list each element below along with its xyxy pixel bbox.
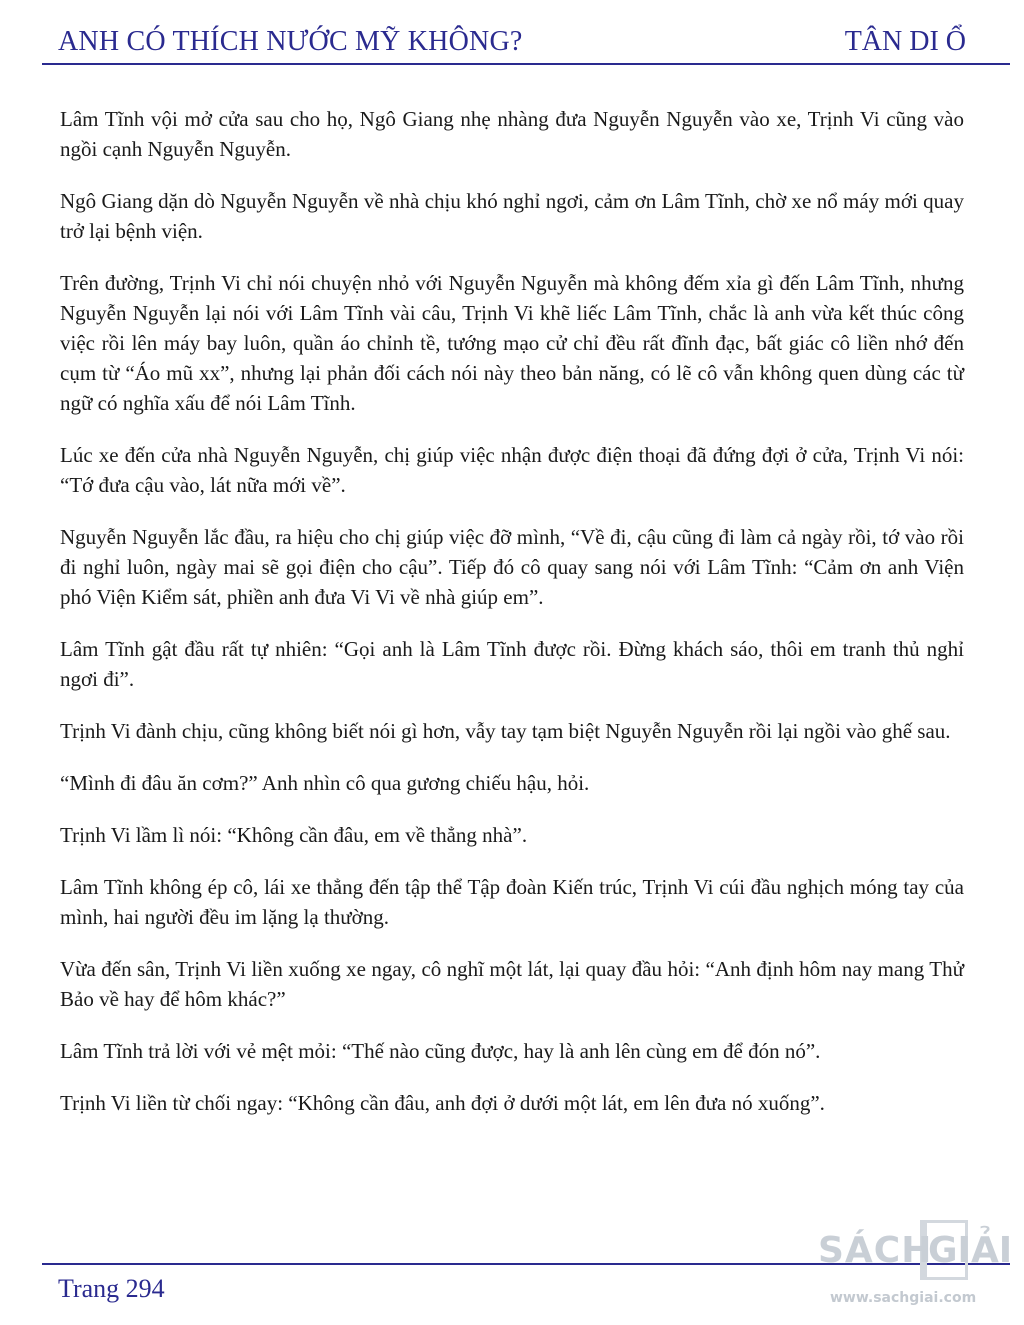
watermark-logo	[808, 1228, 1018, 1318]
page-number: Trang 294	[58, 1274, 165, 1303]
header-divider	[42, 63, 1010, 65]
paragraph: Lâm Tĩnh trả lời với vẻ mệt mỏi: “Thế nào cũng được, hay là anh lên cùng em để đón nó”.	[60, 1039, 821, 1063]
watermark-brand-left: SÁCH	[818, 1230, 933, 1271]
paragraph: Trên đường, Trịnh Vi chỉ nói chuyện nhỏ với Nguyễn Nguyễn mà không đếm xỉa gì đến Lâm Tĩnh, nhưng Nguyễn Nguyễn lại nói với Lâm Tĩnh vài câu, Trịnh Vi khẽ liếc Lâm Tĩnh, chắc là anh vừa kết thúc công việc rồi lên máy bay luôn, quần áo chỉnh tề, tướng mạo cử chỉ đều rất đĩnh đạc, bất giác cô liền nhớ đến cụm từ “Áo mũ xx”, nhưng lại phản đối cách nói này theo bản năng, có lẽ cô vẫn không quen dùng các từ ngữ có nghĩa xấu để nói Lâm Tĩnh.	[60, 271, 964, 415]
paragraph: Lâm Tĩnh vội mở cửa sau cho họ, Ngô Giang nhẹ nhàng đưa Nguyễn Nguyễn vào xe, Trịnh Vi cũng vào ngồi cạnh Nguyễn Nguyễn.	[60, 107, 964, 161]
paragraph: Lâm Tĩnh gật đầu rất tự nhiên: “Gọi anh là Lâm Tĩnh được rồi. Đừng khách sáo, thôi em tranh thủ nghỉ ngơi đi”.	[60, 637, 964, 691]
paragraph: Trịnh Vi đành chịu, cũng không biết nói gì hơn, vẫy tay tạm biệt Nguyễn Nguyễn rồi lại ngồi vào ghế sau.	[60, 719, 951, 743]
paragraph: Lúc xe đến cửa nhà Nguyễn Nguyễn, chị giúp việc nhận được điện thoại đã đứng đợi ở cửa, Trịnh Vi nói: “Tớ đưa cậu vào, lát nữa mới về”.	[60, 443, 964, 497]
book-title: ANH CÓ THÍCH NƯỚC MỸ KHÔNG?	[58, 26, 523, 57]
paragraph: Lâm Tĩnh không ép cô, lái xe thẳng đến tập thể Tập đoàn Kiến trúc, Trịnh Vi cúi đầu nghịch móng tay của mình, hai người đều im lặng lạ thường.	[60, 875, 964, 929]
author-name: TÂN DI Ổ	[844, 26, 966, 57]
page-body	[60, 104, 964, 1140]
paragraph: Nguyễn Nguyễn lắc đầu, ra hiệu cho chị giúp việc đỡ mình, “Về đi, cậu cũng đi làm cả ngày rồi, tớ vào rồi đi nghỉ luôn, ngày mai sẽ gọi điện cho cậu”. Tiếp đó cô quay sang nói với Lâm Tĩnh: “Cảm ơn anh Viện phó Viện Kiểm sát, phiền anh đưa Vi Vi về nhà giúp em”.	[60, 525, 964, 609]
watermark-url: www.sachgiai.com	[830, 1290, 977, 1306]
paragraph: “Mình đi đâu ăn cơm?” Anh nhìn cô qua gương chiếu hậu, hỏi.	[60, 771, 590, 795]
paragraph: Trịnh Vi liền từ chối ngay: “Không cần đâu, anh đợi ở dưới một lát, em lên đưa nó xuống”.	[60, 1091, 825, 1115]
watermark-brand-right: GIẢI	[928, 1230, 1013, 1271]
paragraph: Vừa đến sân, Trịnh Vi liền xuống xe ngay, cô nghĩ một lát, lại quay đầu hỏi: “Anh định hôm nay mang Thử Bảo về hay để hôm khác?”	[60, 957, 964, 1011]
paragraph: Trịnh Vi lầm lì nói: “Không cần đâu, em về thẳng nhà”.	[60, 823, 528, 847]
paragraph: Ngô Giang dặn dò Nguyễn Nguyễn về nhà chịu khó nghỉ ngơi, cảm ơn Lâm Tĩnh, chờ xe nổ máy mới quay trở lại bệnh viện.	[60, 189, 964, 243]
page-header	[58, 22, 1008, 64]
